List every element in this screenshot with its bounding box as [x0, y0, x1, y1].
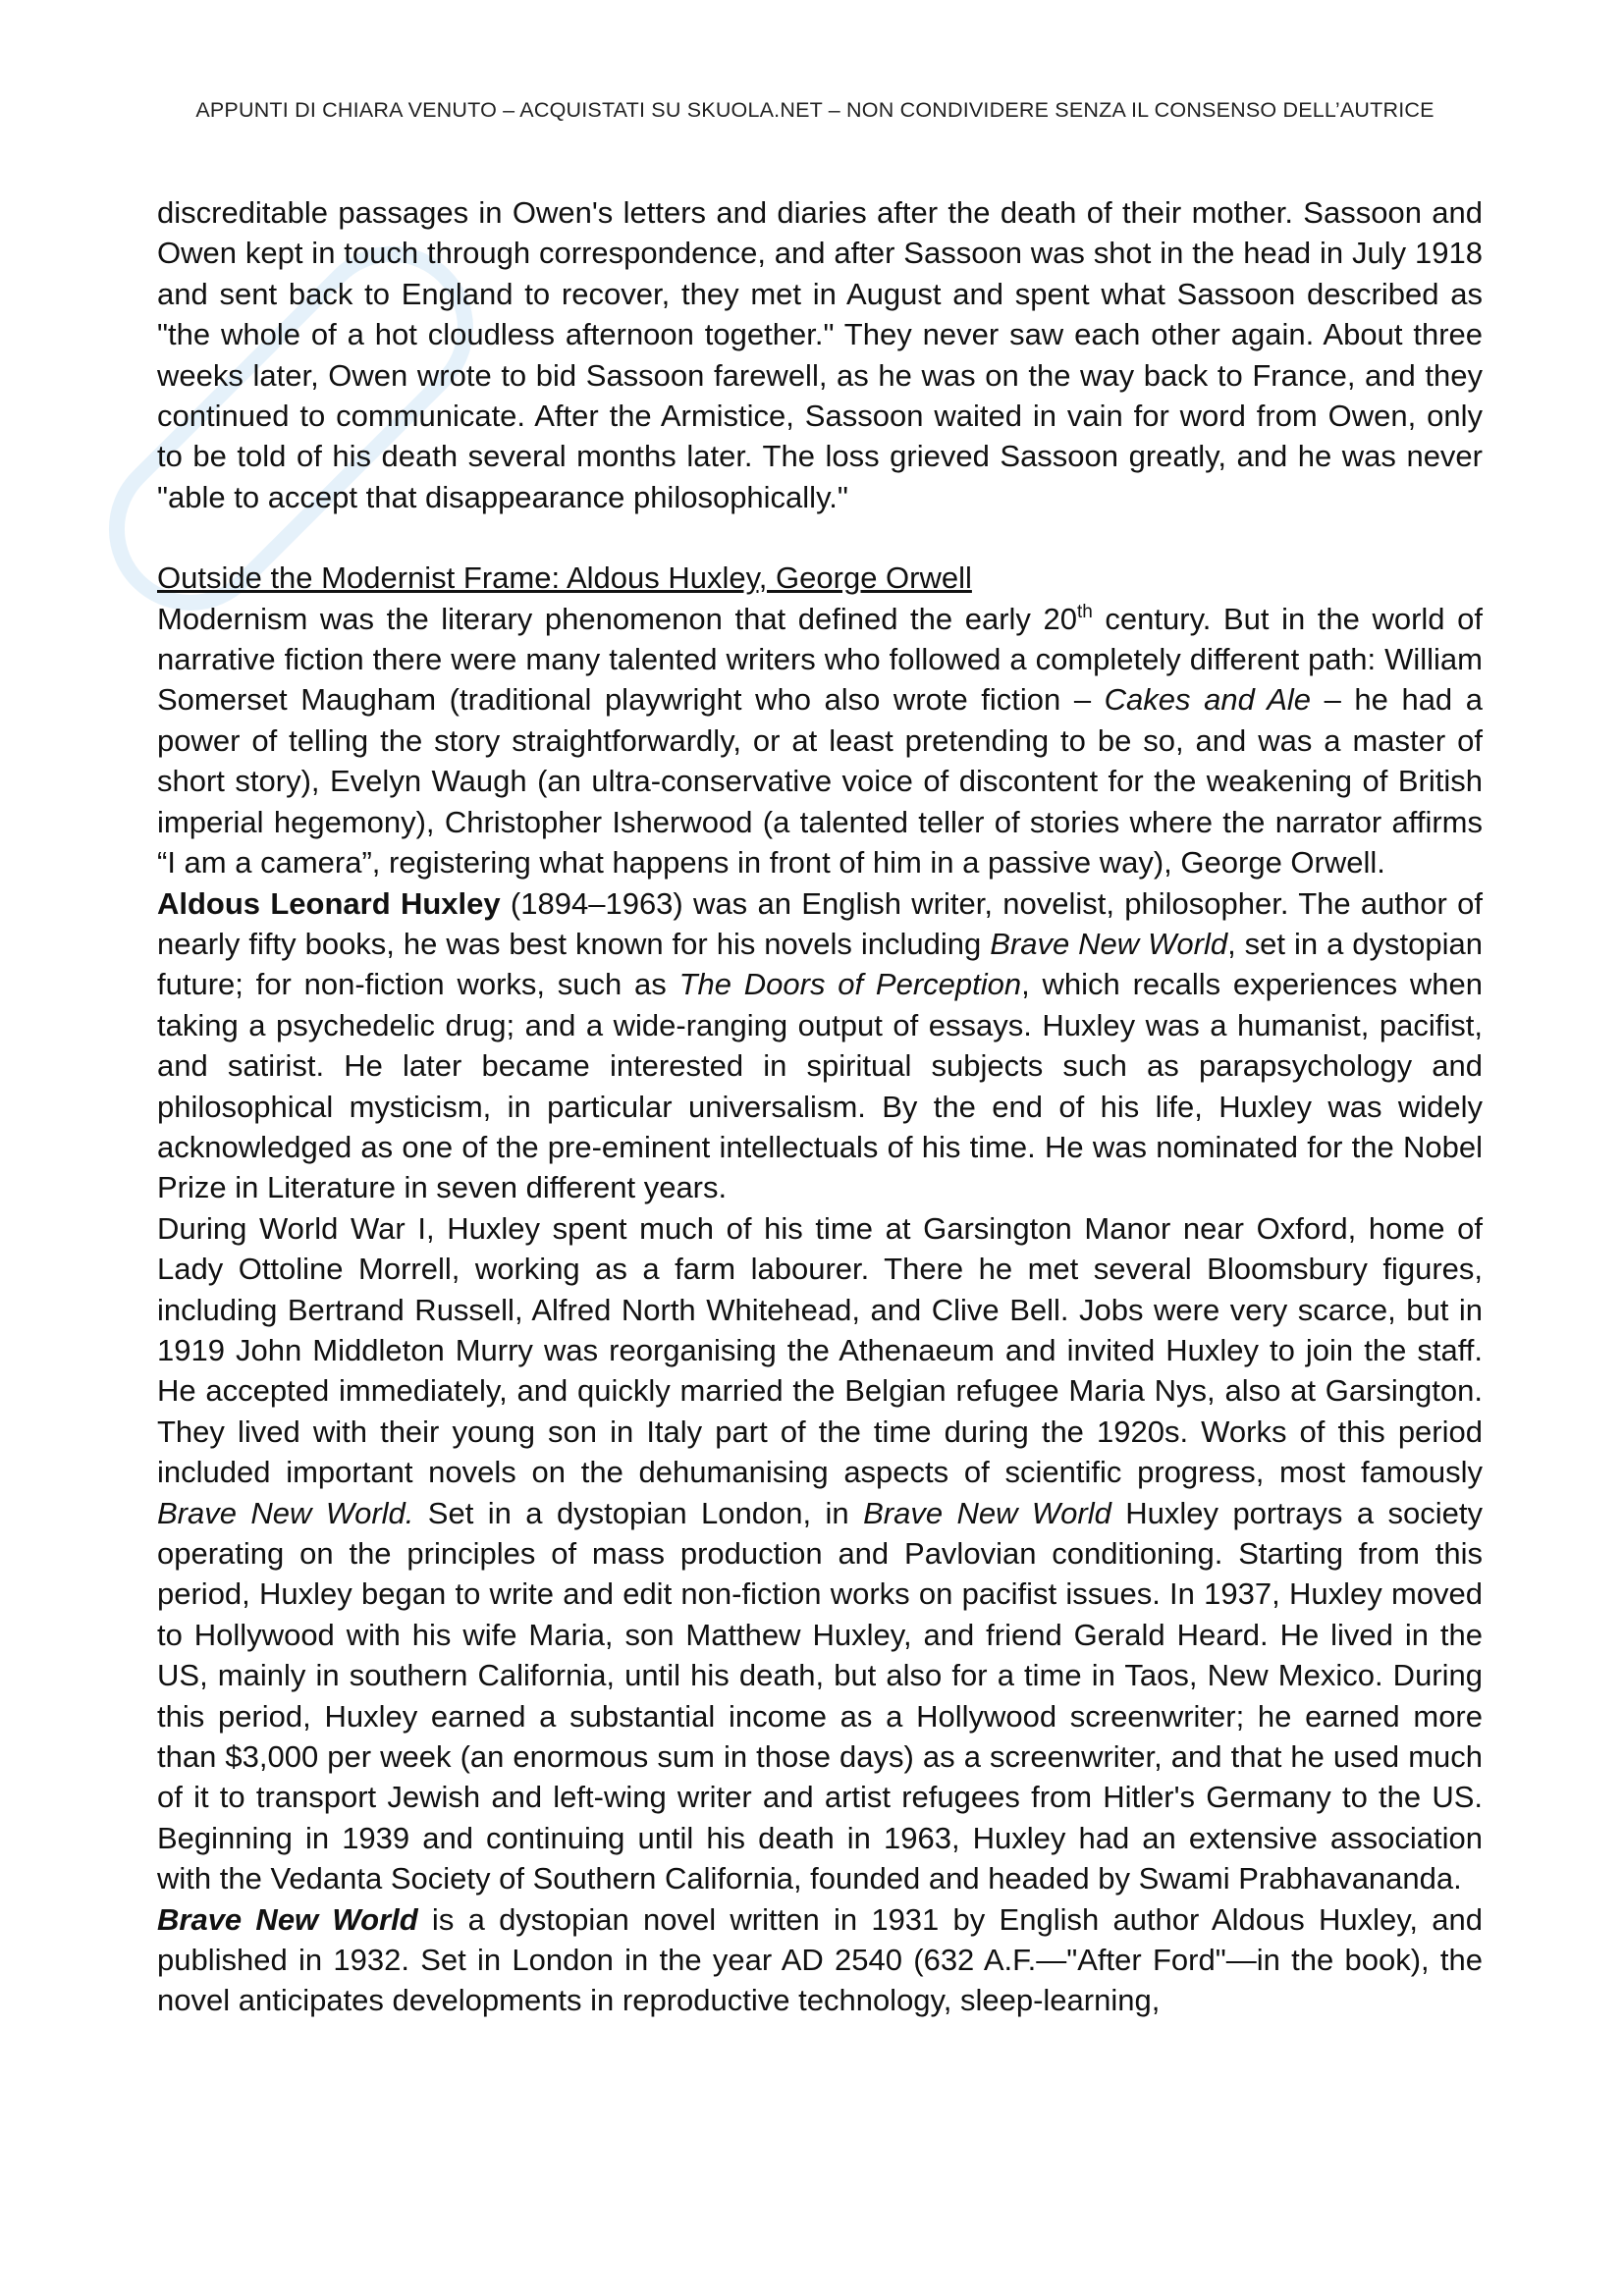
page-header: APPUNTI DI CHIARA VENUTO – ACQUISTATI SU SKUOLA.NET – NON CONDIVIDERE SENZA IL CONSENSO DELL’AUTRICE: [195, 98, 1435, 122]
section-title: Outside the Modernist Frame: Aldous Huxley, George Orwell: [157, 561, 972, 596]
paragraph-huxley-life: During World War I, Huxley spent much of his time at Garsington Manor near Oxford, home of Lady Ottoline Morrell, working as a farm labourer. There he met several Bloomsbury figures, including Bertrand Russell, Alfred North Whitehead, and Clive Bell. Jobs were very scarce, but in 1919 John Middleton Murry was reorganising the Athenaeum and invited Huxley to join the staff. He accepted immediately, and quickly married the Belgian refugee Maria Nys, also at Garsington. They lived with their young son in Italy part of the time during the 1920s. Works of this period included important novels on the dehumanising aspects of scientific progress, most famously Brave New World. Set in a dystopian London, in Brave New World Huxley portrays a society operating on the principles of mass production and Pavlovian conditioning. Starting from this period, Huxley began to write and edit non-fiction works on pacifist issues. In 1937, Huxley moved to Hollywood with his wife Maria, son Matthew Huxley, and friend Gerald Heard. He lived in the US, mainly in southern California, until his death, but also for a time in Taos, New Mexico. During this period, Huxley earned a substantial income as a Hollywood screenwriter; he earned more than $3,000 per week (an enormous sum in those days) as a screenwriter, and that he used much of it to transport Jewish and left-wing writer and artist refugees from Hitler's Germany to the US. Beginning in 1939 and continuing until his death in 1963, Huxley had an extensive association with the Vedanta Society of Southern California, founded and headed by Swami Prabhavananda.: [157, 1210, 1483, 1896]
paragraph-huxley-intro: Aldous Leonard Huxley (1894–1963) was an English writer, novelist, philosopher. The author of nearly fifty books, he was best known for his novels including Brave New World, set in a dystopian future; for non-fiction works, such as The Doors of Perception, which recalls experiences when taking a psychedelic drug; and a wide-ranging output of essays. Huxley was a humanist, pacifist, and satirist. He later became interested in spiritual subjects such as parapsychology and philosophical mysticism, in particular universalism. By the end of his life, Huxley was widely acknowledged as one of the pre-eminent intellectuals of his time. He was nominated for the Nobel Prize in Literature in seven different years.: [157, 885, 1483, 1205]
paragraph-brave-new-world: Brave New World is a dystopian novel written in 1931 by English author Aldous Huxley, and published in 1932. Set in London in the year AD 2540 (632 A.F.—"After Ford"—in the book), the novel anticipates developments in reproductive technology, sleep-learning,: [157, 1901, 1483, 2018]
document-body: [157, 192, 1483, 2021]
paragraph-owen-sassoon: discreditable passages in Owen's letters and diaries after the death of their mother. Sassoon and Owen kept in touch through correspondence, and after Sassoon was shot in the head in July 1918 and sent back to England to recover, they met in August and spent what Sassoon described as "the whole of a hot cloudless afternoon together." They never saw each other again. About three weeks later, Owen wrote to bid Sassoon farewell, as he was on the way back to France, and they continued to communicate. After the Armistice, Sassoon waited in vain for word from Owen, only to be told of his death several months later. The loss grieved Sassoon greatly, and he was never "able to accept that disappearance philosophically.": [157, 195, 1483, 514]
paragraph-modernism: Modernism was the literary phenomenon that defined the early 20th century. But in the world of narrative fiction there were many talented writers who followed a completely different path: William Somerset Maugham (traditional playwright who also wrote fiction – Cakes and Ale – he had a power of telling the story straightforwardly, or at least pretending to be so, and was a master of short story), Evelyn Waugh (an ultra-conservative voice of discontent for the weakening of British imperial hegemony), Christopher Isherwood (a talented teller of stories where the narrator affirms “I am a camera”, registering what happens in front of him in a passive way), George Orwell.: [157, 601, 1483, 881]
